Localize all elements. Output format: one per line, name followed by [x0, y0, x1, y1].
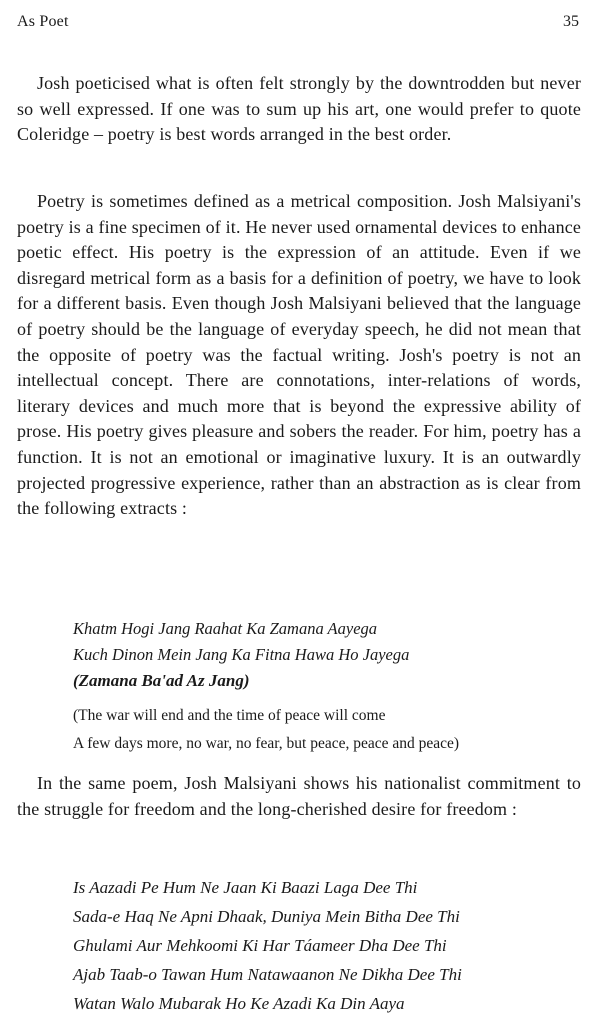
- verse-source-title: (Zamana Ba'ad Az Jang): [73, 671, 250, 690]
- verse-line: Ghulami Aur Mehkoomi Ki Har Táameer Dha Dee Thi: [73, 936, 447, 955]
- verse-line: Is Aazadi Pe Hum Ne Jaan Ki Baazi Laga Dee Thi: [73, 878, 418, 897]
- paragraph-metrical-composition: Poetry is sometimes defined as a metrical composition. Josh Malsiyani's poetry is a fine specimen of it. He never used ornamental devices to enhance poetic effect. His poetry is the expression of an attitude. Even if we disregard metrical form as a basis for a definition of poetry, we have to look for a different basis. Even though Josh Malsiyani believed that the language of poetry should be the language of everyday speech, he did not mean that the opposite of poetry was the factual writing. Josh's poetry is not an intellectual concept. There are connotations, inter-relations of words, literary devices and much more that is beyond the expressive ability of prose. His poetry gives pleasure and sobers the reader. For him, poetry has a function. It is not an emotional or imaginative luxury. It is an outwardly projected progressive experience, rather than an abstraction as is clear from the following extracts :: [17, 191, 581, 519]
- paragraph-nationalist-commitment: In the same poem, Josh Malsiyani shows his nationalist commitment to the struggle for freedom and the long-cherished desire for freedom :: [17, 773, 581, 819]
- verse-extract-2: [73, 873, 593, 1018]
- translation-line: (The war will end and the time of peace will come: [73, 707, 386, 724]
- translation-line: A few days more, no war, no fear, but peace, peace and peace): [73, 734, 460, 752]
- verse-translation: [73, 702, 593, 757]
- verse-line: Khatm Hogi Jang Raahat Ka Zamana Aayega: [73, 619, 378, 638]
- running-head: As Poet: [17, 13, 69, 30]
- verse-line: Sada-e Haq Ne Apni Dhaak, Duniya Mein Bitha Dee Thi: [73, 907, 460, 926]
- verse-line: Ajab Taab-o Tawan Hum Natawaanon Ne Dikha Dee Thi: [73, 965, 462, 984]
- verse-line: Kuch Dinon Mein Jang Ka Fitna Hawa Ho Jayega: [73, 645, 410, 664]
- verse-line: Watan Walo Mubarak Ho Ke Azadi Ka Din Aaya: [73, 994, 405, 1013]
- paragraph-coleridge: Josh poeticised what is often felt strongly by the downtrodden but never so well expressed. If one was to sum up his art, one would prefer to quote Coleridge – poetry is best words arranged in the best order.: [17, 73, 581, 145]
- verse-extract-1: [73, 616, 593, 668]
- page-number: 35: [563, 13, 579, 30]
